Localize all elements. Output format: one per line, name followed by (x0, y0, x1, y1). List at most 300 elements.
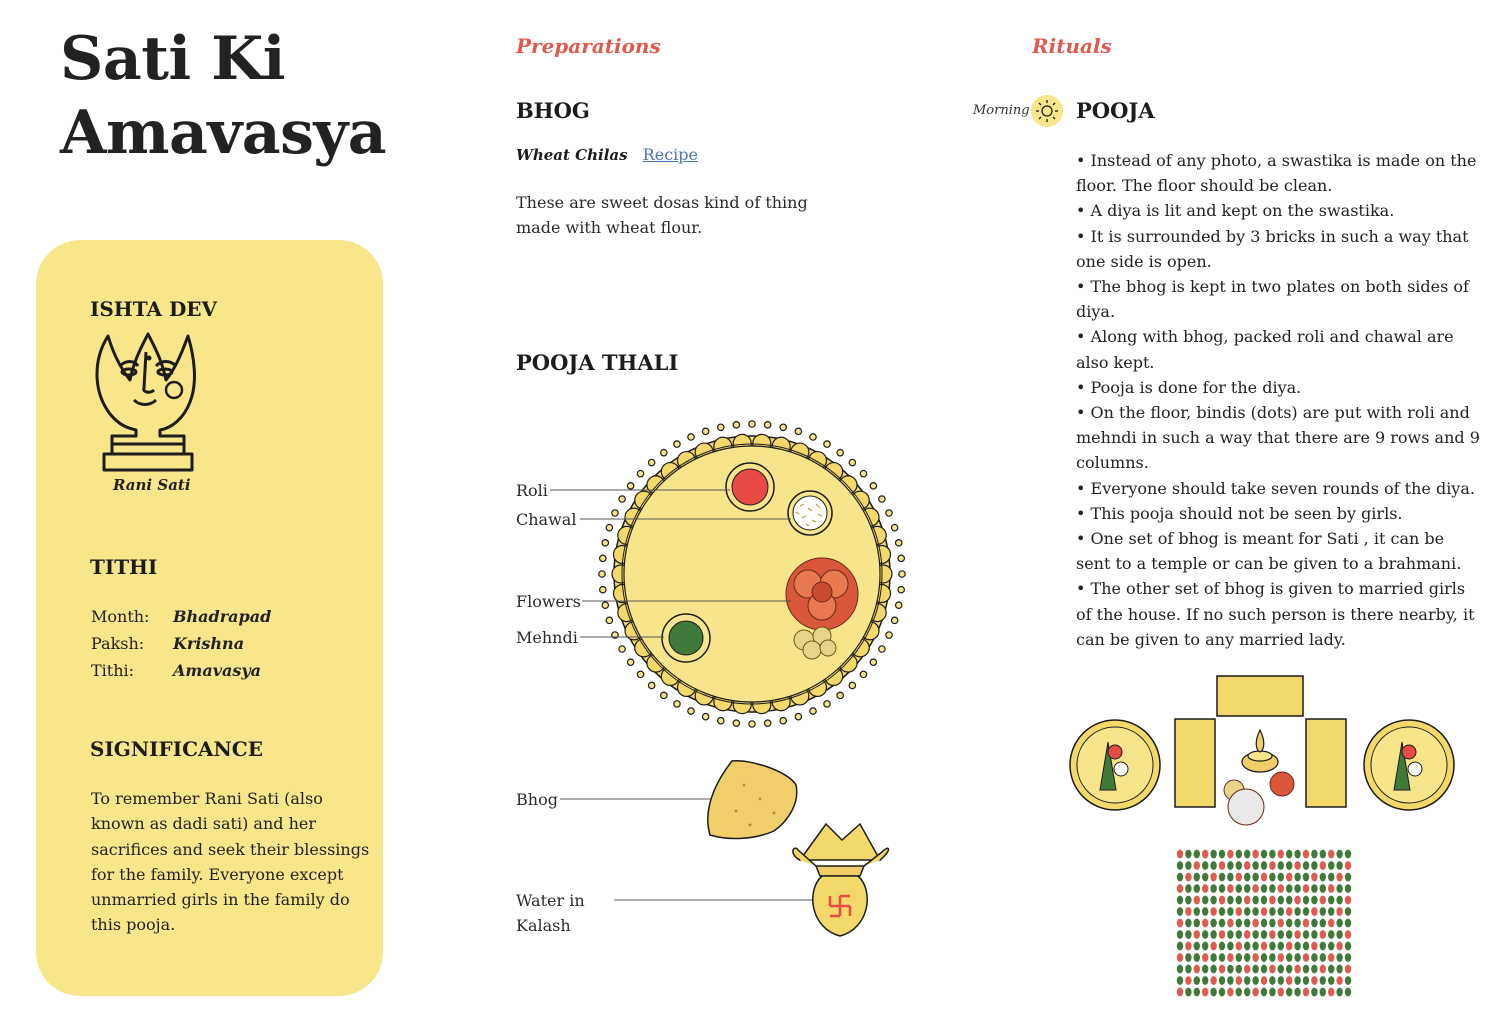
deity-caption: Rani Sati (113, 476, 191, 494)
label-bhog: Bhog (516, 790, 558, 809)
bindi-dot (1252, 988, 1258, 997)
bindi-dot (1261, 953, 1267, 962)
bindi-dot (1294, 976, 1300, 985)
tithi-value: Krishna (173, 634, 245, 653)
bindi-dot (1210, 850, 1216, 859)
bindi-dot (1286, 953, 1292, 962)
bindi-dot (1219, 930, 1225, 939)
tithi-heading: TITHI (90, 555, 158, 579)
bindi-dot (1252, 896, 1258, 905)
significance-text: To remember Rani Sati (also known as dadi sati) and her sacrifices and seek their blessings for the family. Everyone except unmarried girls in the family do this pooja. (91, 789, 370, 935)
bindi-dot (1194, 850, 1200, 859)
bindi-dot (1244, 930, 1250, 939)
ritual-step: • Everyone should take seven rounds of the diya. (1076, 478, 1475, 498)
ritual-arrangement-illustration (1068, 672, 1458, 1002)
title-line-1: Sati Ki (60, 24, 286, 94)
bindi-dot (1320, 907, 1326, 916)
bindi-dot (1345, 919, 1351, 928)
bindi-dot (1303, 965, 1309, 974)
bindi-dot (1194, 919, 1200, 928)
rim-dot (661, 449, 667, 455)
bindi-dot (1278, 850, 1284, 859)
bindi-dot (1294, 873, 1300, 882)
bindi-dot (1278, 930, 1284, 939)
bindi-dot (1278, 942, 1284, 951)
rim-dot (733, 720, 739, 726)
bindi-dot (1286, 930, 1292, 939)
bindi-dot (1311, 896, 1317, 905)
bindi-dot (1236, 884, 1242, 893)
ritual-step: • A diya is lit and kept on the swastika. (1076, 201, 1395, 221)
bindi-dot (1269, 884, 1275, 893)
rim-dot (795, 428, 801, 434)
bindi-dot (1286, 919, 1292, 928)
rim-dot (891, 617, 897, 623)
thali-leader-lines (546, 480, 796, 650)
bindi-dot (1286, 907, 1292, 916)
bindi-dot (1311, 988, 1317, 997)
bindi-dot (1345, 896, 1351, 905)
bindi-dot (1336, 953, 1342, 962)
rim-dot (860, 671, 866, 677)
rim-dot (648, 682, 654, 688)
bindi-dot (1286, 850, 1292, 859)
bindi-dot (1303, 953, 1309, 962)
bindi-dot (1336, 976, 1342, 985)
bindi-dot (1185, 988, 1191, 997)
bindi-dot (1210, 942, 1216, 951)
rim-dot (837, 692, 843, 698)
bindi-dot (1177, 884, 1183, 893)
bindi-dot (1236, 965, 1242, 974)
rim-dot (891, 524, 897, 530)
bindi-dot (1244, 976, 1250, 985)
ritual-step: • It is surrounded by 3 bricks in such a way that one side is open. (1076, 226, 1469, 271)
bindi-dot (1236, 930, 1242, 939)
bindi-dot (1286, 965, 1292, 974)
rim-dot (870, 659, 876, 665)
rim-dot (648, 459, 654, 465)
bindi-dot (1311, 919, 1317, 928)
bindi-dot (1320, 965, 1326, 974)
bindi-dot (1320, 919, 1326, 928)
rim-dot (899, 571, 905, 577)
bindi-dot (1261, 850, 1267, 859)
kalash-icon (610, 820, 895, 945)
recipe-link[interactable]: Recipe (642, 145, 698, 164)
bindi-dot (1345, 965, 1351, 974)
bindi-dot (1227, 907, 1233, 916)
bindi-dot (1227, 965, 1233, 974)
bindi-dot (1311, 907, 1317, 916)
bindi-dot (1202, 896, 1208, 905)
bindi-dot (1236, 873, 1242, 882)
dish-description: These are sweet dosas kind of thing made with wheat flour. (516, 193, 808, 237)
bindi-dot (1185, 965, 1191, 974)
bindi-dot (1252, 953, 1258, 962)
rim-dot (824, 701, 830, 707)
title-line-2: Amavasya (60, 98, 387, 168)
bindi-dot (1252, 930, 1258, 939)
rim-dot (637, 470, 643, 476)
bindi-dot (1177, 988, 1183, 997)
bindi-dot (1202, 873, 1208, 882)
bindi-dot (1219, 976, 1225, 985)
rim-dot (702, 713, 708, 719)
bindi-dot (1219, 873, 1225, 882)
bindi-dot (1320, 930, 1326, 939)
bindi-dot (1194, 976, 1200, 985)
bindi-dot (1219, 942, 1225, 951)
bindi-dot (1227, 861, 1233, 870)
bindi-dot (1261, 896, 1267, 905)
bindi-dot (1261, 861, 1267, 870)
bindi-dot (1244, 919, 1250, 928)
bindi-dot (1252, 907, 1258, 916)
bindi-dot (1345, 861, 1351, 870)
rim-dot (810, 434, 816, 440)
bindi-dot (1202, 907, 1208, 916)
bindi-dot (1244, 850, 1250, 859)
ritual-step: • On the floor, bindis (dots) are put with roli and mehndi in such a way that there are 9 rows and 9 columns. (1076, 403, 1480, 473)
bindi-dot (1303, 896, 1309, 905)
rim-dot (849, 459, 855, 465)
bindi-dot (1328, 873, 1334, 882)
bindi-dot (1252, 919, 1258, 928)
bindi-dot (1227, 873, 1233, 882)
pooja-heading: POOJA (1076, 98, 1155, 123)
rim-dot (879, 496, 885, 502)
bindi-dot (1227, 919, 1233, 928)
bindi-dot (1219, 896, 1225, 905)
bindi-dot (1177, 942, 1183, 951)
bindi-dot (1336, 884, 1342, 893)
bindi-dot (1202, 976, 1208, 985)
bindi-dot (1227, 976, 1233, 985)
bindi-dot (1177, 896, 1183, 905)
bindi-dot (1185, 873, 1191, 882)
bindi-dot (1294, 988, 1300, 997)
bindi-dot (1303, 988, 1309, 997)
bindi-dot (1294, 953, 1300, 962)
tithi-label: Tithi: (91, 661, 135, 680)
bindi-dot (1177, 873, 1183, 882)
rim-dot (674, 701, 680, 707)
bindi-dot (1328, 850, 1334, 859)
bindi-dot (1345, 850, 1351, 859)
bindi-dot (1202, 884, 1208, 893)
significance-heading: SIGNIFICANCE (90, 737, 263, 761)
bindi-dot (1320, 988, 1326, 997)
bindi-dot (1278, 965, 1284, 974)
bindi-dot (1227, 884, 1233, 893)
bindi-dot (1227, 953, 1233, 962)
bindi-dot (1177, 850, 1183, 859)
bindi-dot (1185, 884, 1191, 893)
preparations-label: Preparations (516, 34, 661, 58)
rim-dot (860, 470, 866, 476)
bindi-dot (1261, 930, 1267, 939)
bindi-dot (1294, 850, 1300, 859)
bindi-dot (1303, 942, 1309, 951)
rim-dot (810, 708, 816, 714)
bindi-dot (1269, 861, 1275, 870)
bindi-dot (1269, 850, 1275, 859)
bindi-dot (1261, 976, 1267, 985)
dish-row (516, 145, 698, 164)
bindi-dot (1236, 942, 1242, 951)
bindi-dot (1269, 896, 1275, 905)
bindi-dot (1286, 896, 1292, 905)
bindi-dot (1177, 930, 1183, 939)
tithi-row-tithi (91, 661, 261, 680)
bindi-dot (1210, 988, 1216, 997)
label-water-line1: Water in (516, 891, 585, 910)
bindi-dot (1261, 873, 1267, 882)
bindi-dot (1227, 850, 1233, 859)
bindi-dot (1336, 907, 1342, 916)
bindi-dot (1336, 988, 1342, 997)
bindi-dot (1219, 907, 1225, 916)
bindi-dot (1311, 953, 1317, 962)
bindi-dot (1269, 930, 1275, 939)
bindi-dot (1219, 919, 1225, 928)
bindi-dot (1286, 988, 1292, 997)
bindi-dot (1194, 896, 1200, 905)
label-water-kalash (516, 888, 585, 938)
ritual-step: • Along with bhog, packed roli and chawal are also kept. (1076, 327, 1454, 372)
diya (1242, 730, 1278, 772)
label-mehndi: Mehndi (516, 628, 578, 647)
rim-dot (896, 540, 902, 546)
bindi-dot (1244, 988, 1250, 997)
bindi-dot (1278, 861, 1284, 870)
bindi-dot (1244, 884, 1250, 893)
bindi-dot (1194, 873, 1200, 882)
bindi-dot (1194, 942, 1200, 951)
rituals-label: Rituals (1032, 34, 1112, 58)
bindi-dot (1336, 873, 1342, 882)
rim-dot (795, 713, 801, 719)
bindi-dot (1244, 942, 1250, 951)
bindi-dot (1185, 850, 1191, 859)
rim-dot (688, 434, 694, 440)
bindi-dot (1177, 861, 1183, 870)
ritual-step: • Pooja is done for the diya. (1076, 377, 1302, 397)
bindi-dot (1345, 976, 1351, 985)
bindi-dot (1303, 873, 1309, 882)
bindi-dot (1328, 907, 1334, 916)
ritual-steps (1076, 148, 1481, 652)
bindi-dot (1185, 930, 1191, 939)
bindi-grid (1177, 850, 1351, 997)
rim-dot (661, 692, 667, 698)
bindi-dot (1269, 907, 1275, 916)
tithi-value: Bhadrapad (173, 607, 272, 626)
pooja-thali-heading: POOJA THALI (516, 350, 679, 375)
bindi-dot (1320, 873, 1326, 882)
tithi-label: Paksh: (91, 634, 145, 653)
bindi-dot (1311, 930, 1317, 939)
bindi-dot (1202, 861, 1208, 870)
tithi-value: Amavasya (173, 661, 262, 680)
bindi-dot (1210, 976, 1216, 985)
bindi-dot (1244, 953, 1250, 962)
bindi-dot (1244, 861, 1250, 870)
bindi-dot (1236, 907, 1242, 916)
bindi-dot (1328, 976, 1334, 985)
bindi-dot (1328, 942, 1334, 951)
bindi-dot (1252, 884, 1258, 893)
rim-dot (627, 659, 633, 665)
bindi-dot (1345, 930, 1351, 939)
bindi-dot (1236, 976, 1242, 985)
bindi-dot (1269, 919, 1275, 928)
bindi-dot (1345, 907, 1351, 916)
rim-dot (879, 646, 885, 652)
bindi-dot (1252, 873, 1258, 882)
bindi-dot (1244, 896, 1250, 905)
bindi-dot (1328, 988, 1334, 997)
bindi-dot (1185, 907, 1191, 916)
bindi-dot (1278, 896, 1284, 905)
label-flowers: Flowers (516, 592, 581, 611)
bindi-dot (1227, 988, 1233, 997)
bindi-dot (1219, 953, 1225, 962)
bindi-dot (1261, 988, 1267, 997)
ritual-step: • The other set of bhog is given to married girls of the house. If no such person is there nearby, it can be given to any married lady. (1076, 579, 1475, 649)
bindi-dot (1185, 896, 1191, 905)
bindi-dot (1252, 965, 1258, 974)
bindi-dot (1345, 884, 1351, 893)
tithi-label: Month: (91, 607, 150, 626)
bindi-dot (1202, 942, 1208, 951)
rim-dot (870, 483, 876, 489)
bindi-dot (1345, 988, 1351, 997)
bindi-dot (1336, 919, 1342, 928)
bindi-dot (1202, 850, 1208, 859)
bindi-dot (1202, 953, 1208, 962)
bindi-dot (1303, 919, 1309, 928)
bindi-dot (1278, 884, 1284, 893)
bindi-dot (1320, 884, 1326, 893)
bindi-dot (1185, 942, 1191, 951)
rim-dot (886, 632, 892, 638)
bindi-dot (1311, 861, 1317, 870)
tithi-row-month (91, 607, 271, 626)
bhog-plate-right (1364, 720, 1454, 810)
bindi-dot (1261, 942, 1267, 951)
bindi-dot (1236, 896, 1242, 905)
bindi-dot (1261, 884, 1267, 893)
ritual-step: • This pooja should not be seen by girls. (1076, 503, 1403, 523)
rim-dot (718, 424, 724, 430)
bindi-dot (1219, 988, 1225, 997)
bindi-dot (1219, 884, 1225, 893)
rim-dot (733, 422, 739, 428)
bindi-dot (1236, 919, 1242, 928)
bindi-dot (1328, 884, 1334, 893)
bindi-dot (1210, 953, 1216, 962)
bindi-dot (1320, 861, 1326, 870)
rim-dot (688, 708, 694, 714)
bindi-dot (1194, 988, 1200, 997)
bindi-dot (1294, 907, 1300, 916)
ishta-dev-heading: ISHTA DEV (90, 297, 218, 321)
bindi-dot (1252, 850, 1258, 859)
bindi-dot (1185, 919, 1191, 928)
bindi-dot (1336, 965, 1342, 974)
bindi-dot (1328, 896, 1334, 905)
bindi-dot (1294, 930, 1300, 939)
bindi-dot (1194, 965, 1200, 974)
bindi-dot (1202, 919, 1208, 928)
bindi-dot (1202, 988, 1208, 997)
bindi-dot (1311, 873, 1317, 882)
bindi-dot (1328, 953, 1334, 962)
rim-dot (718, 718, 724, 724)
bindi-dot (1244, 873, 1250, 882)
bindi-dot (1269, 965, 1275, 974)
bindi-dot (1236, 861, 1242, 870)
rim-dot (637, 671, 643, 677)
bindi-dot (1336, 930, 1342, 939)
bindi-dot (1194, 930, 1200, 939)
bindi-dot (1278, 873, 1284, 882)
bindi-dot (1303, 850, 1309, 859)
bindi-dot (1194, 907, 1200, 916)
bhog-heading: BHOG (516, 98, 590, 123)
rim-dot (824, 441, 830, 447)
bindi-dot (1278, 953, 1284, 962)
bindi-dot (1252, 861, 1258, 870)
rim-dot (674, 441, 680, 447)
bindi-dot (1252, 976, 1258, 985)
rim-dot (749, 421, 755, 427)
bindi-dot (1294, 942, 1300, 951)
dish-name: Wheat Chilas (516, 146, 628, 164)
bindi-dot (1202, 965, 1208, 974)
ritual-step: • The bhog is kept in two plates on both sides of diya. (1076, 277, 1469, 322)
bindi-dot (1303, 976, 1309, 985)
bindi-dot (1336, 861, 1342, 870)
bindi-dot (1210, 965, 1216, 974)
rim-dot (780, 424, 786, 430)
rim-dot (898, 555, 904, 561)
bindi-dot (1252, 942, 1258, 951)
bindi-dot (1177, 919, 1183, 928)
bindi-dot (1278, 919, 1284, 928)
bindi-dot (1210, 907, 1216, 916)
bindi-dot (1219, 850, 1225, 859)
bindi-dot (1294, 884, 1300, 893)
rim-dot (849, 682, 855, 688)
bindi-dot (1185, 976, 1191, 985)
bindi-dot (1194, 953, 1200, 962)
bindi-dot (1185, 953, 1191, 962)
rim-dot (780, 718, 786, 724)
bindi-dot (1210, 930, 1216, 939)
time-of-day: Morning (973, 103, 1030, 118)
bindi-dot (1244, 965, 1250, 974)
tithi-row-paksh (91, 634, 244, 653)
rim-dot (749, 721, 755, 727)
rani-sati-icon (92, 330, 204, 475)
bindi-dot (1236, 953, 1242, 962)
bindi-dot (1311, 850, 1317, 859)
bindi-dot (1311, 976, 1317, 985)
rim-dot (898, 586, 904, 592)
